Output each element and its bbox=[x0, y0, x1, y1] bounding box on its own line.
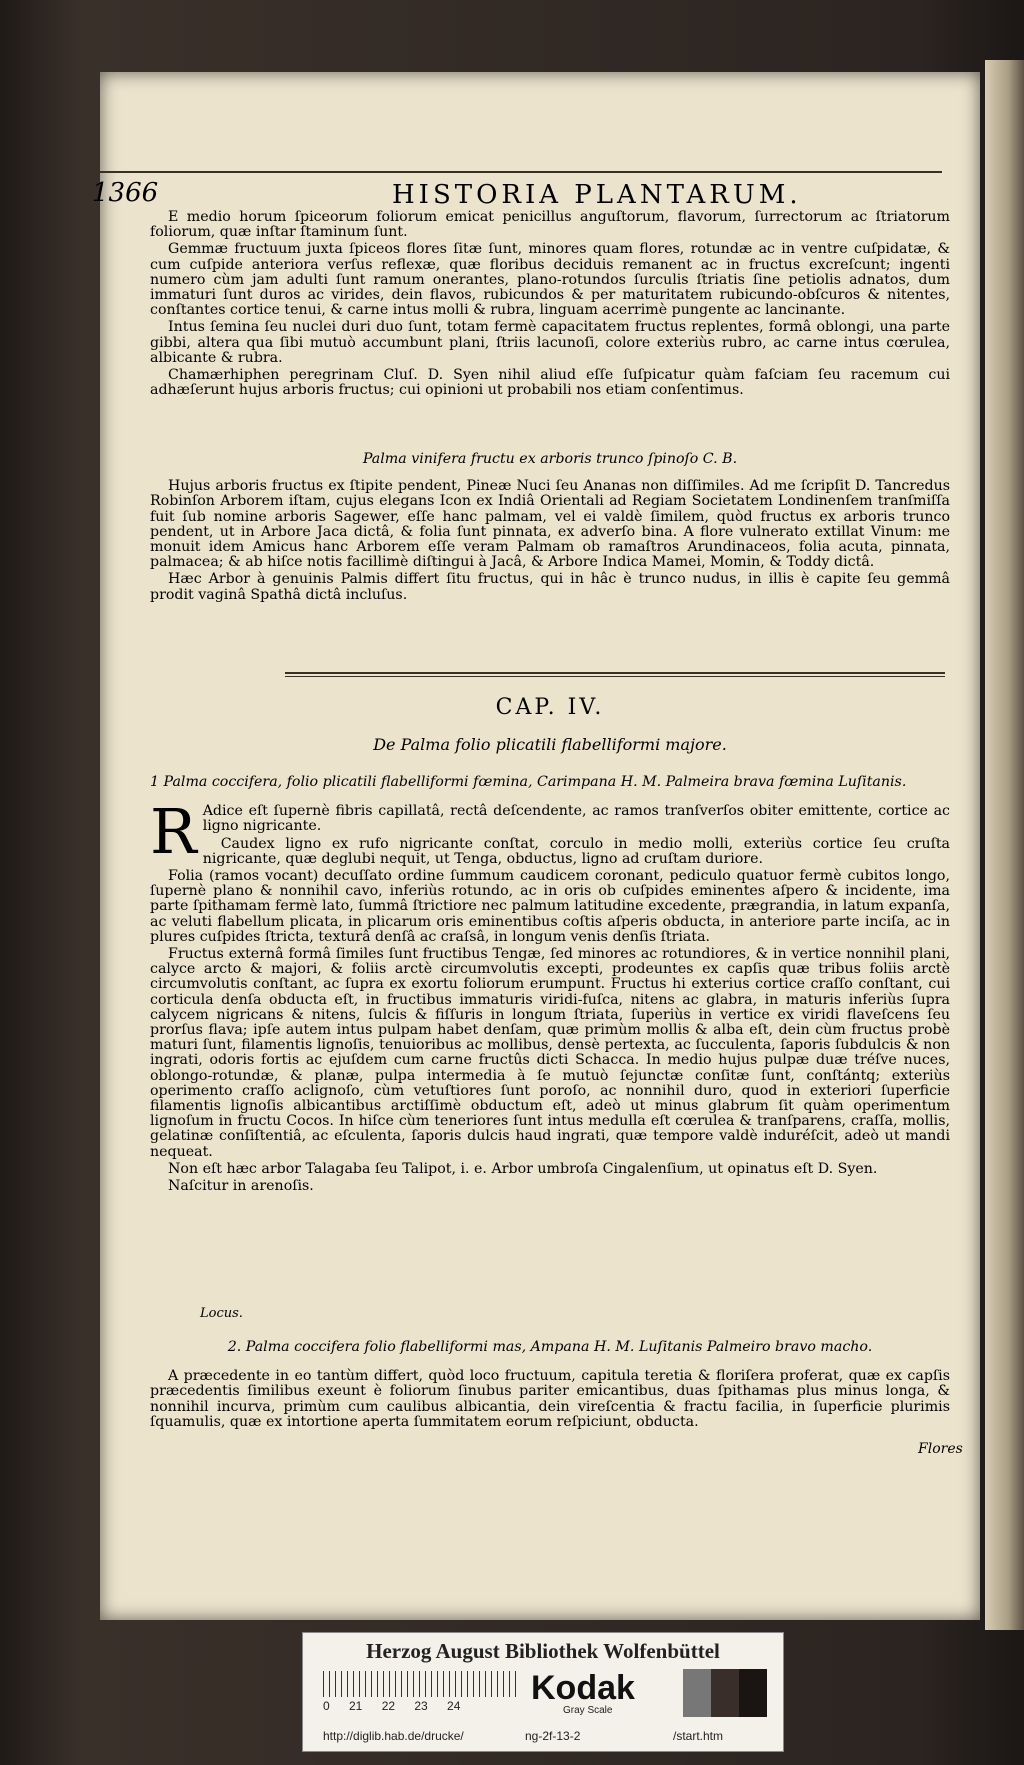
running-title: HISTORIA PLANTARUM. bbox=[392, 180, 802, 210]
entry2 bbox=[150, 1340, 950, 1432]
paragraph: Intus ſemina ſeu nuclei duri duo ſunt, totam fermè capacitatem fructus replentes, formâ oblongi, una parte gibbi, altera qua ſibi mutuò accumbunt plani, ſtriis lacunoſi, colore exteriùs rubro, ac carne intus cœrulea, albicante & rubra. bbox=[150, 319, 950, 366]
ruler bbox=[323, 1671, 518, 1697]
paragraph: Adice eſt ſupernè fibris capillatâ, rectâ deſcendente, ac ramos tranſverſos obiter emittente, cortice ac ligno nigricante. bbox=[202, 803, 950, 835]
paragraph: A præcedente in eo tantùm differt, quòd loco fructuum, capitula teretia & floriſera proferat, quæ ex capſis præcedentis ſimilibus exeunt è foliorum ſinubus pariter emicantibus, duas ſpithamas plus minus longa, & nonnihil incurva, primùm cum caulibus albicantia, dein vireſcentia & fractu facilia, in ſuperficie plurimis ſquamulis, quæ ex intortione aperta ſummitatem eorum reſpiciunt, obducta. bbox=[150, 1368, 950, 1430]
chapter-title: CAP. IV. bbox=[495, 695, 605, 720]
color-target-card bbox=[302, 1632, 784, 1752]
shelf-signature: ng-2f-13-2 bbox=[525, 1729, 581, 1743]
paragraph: Hujus arboris fructus ex ſtipite pendent, Pineæ Nuci ſeu Ananas non diſſimiles. Ad me ſcripſit D. Tancredus Robinſon Arborem iſtam, cujus elegans Icon ex Indiâ Orientali ad Regiam Societatem Londinenſem tranſmiſſa fuit ſub nomine arboris Sagewer, eſſe hanc palmam, vel ei valdè ſimilem, quòd fructus ex arboris trunco pendent, ut in Arbore Jaca dictâ, & folia ſunt pinnata, ex adverſo bina. A flore vulnerato extillat Vinum: me monuit idem Amicus hanc Arborem eſſe veram Palmam ob ramaſtros Arundinaceos, folia acuta, pinnata, palmacea; & ab hiſce notis facillimè diſtingui à Jacâ, & Arbore Indica Mamei, Momin, & Toddy dictâ. bbox=[150, 478, 950, 571]
paragraph: Hæc Arbor à genuinis Palmis differt ſitu fructus, qui in hâc è trunco nudus, in illis è capite ſeu gemmâ prodit vaginâ Spathâ dictâ incluſus. bbox=[150, 571, 950, 603]
paragraph: Folia (ramos vocant) decuſſato ordine ſummum caudicem coronant, pediculo quatuor fermè cubitos longo, ſupernè plano & nonnihil cavo, inferiùs rotundo, ac in oris ob cuſpides eminentes aſpero & incidente, ima parte ſpithamam fermè lato, ſummâ ſtrictiore nec palmum latitudine excedente, prægrandia, in latum expanſa, ac veluti flabellum plicata, in plicarum oris eminentibus coſtis aſperis obducta, in anteriore parte inciſa, ac in plures cuſpides ſtricta, texturâ denſâ ac craſsâ, in longum venis denſis ſtriata. bbox=[150, 868, 950, 945]
section1 bbox=[150, 452, 950, 605]
kodak-logo: Kodak bbox=[531, 1669, 635, 1707]
section-rule-thin bbox=[285, 676, 945, 677]
paragraph: Chamærhiphen peregrinam Cluſ. D. Syen nihil aliud eſſe ſuſpicatur quàm faſciam ſeu racemum cui adhæſerunt hujus arboris fructus; cui opinioni ut probabili nos etiam conſentimus. bbox=[150, 367, 950, 399]
gray-patch bbox=[711, 1669, 739, 1717]
section-heading: Palma vinifera fructu ex arboris trunco ſpinoſo C. B. bbox=[362, 451, 738, 467]
facing-page-edge bbox=[985, 60, 1024, 1630]
gray-patch bbox=[739, 1669, 767, 1717]
paragraph: Gemmæ fructuum juxta ſpiceos flores ſitæ ſunt, minores quam flores, rotundæ ac in ventre cuſpidatæ, & cum cuſpide anteriora verſus reflexæ, quæ floribus deciduis remanent ac in fructus excreſcunt; ingenti numero cùm jam adulti ſunt ramum onerantes, plano-rotundos ſurculis ſtriatis ſine petiolis adnatos, dum immaturi ſunt duros ac virides, dein flavos, rubicundos & per maturitatem rubicundo-obſcuros & nitentes, conſtantes cortice tenui, & carne intus molli & rubra, linguam acerrimè pungente ac lancinante. bbox=[150, 241, 950, 319]
gray-patch bbox=[683, 1669, 711, 1717]
chapter-subtitle: De Palma folio plicatili flabelliformi majore. bbox=[373, 735, 727, 754]
paragraph: Non eſt hæc arbor Talagaba ſeu Talipot, i. e. Arbor umbroſa Cingalenſium, ut opinatus eſt D. Syen. bbox=[168, 1160, 878, 1177]
ruler-numbers: 0 21 22 23 24 bbox=[323, 1699, 461, 1713]
entry-heading: 1 Palma coccifera, folio plicatili flabelliformi fœmina, Carimpana H. M. Palmeira brava fœmina Luſitanis. bbox=[150, 774, 907, 790]
entry-heading: 2. Palma coccifera folio flabelliformi mas, Ampana H. M. Luſitanis Palmeiro bravo macho. bbox=[227, 1339, 873, 1355]
paragraph: E medio horum ſpiceorum foliorum emicat penicillus anguſtorum, flavorum, ſurrectorum ac ſtriatorum foliorum, quæ inſtar ſtaminum ſunt. bbox=[150, 209, 950, 241]
top-text-block bbox=[150, 210, 950, 400]
drop-capital: R bbox=[150, 795, 197, 869]
library-name: Herzog August Bibliothek Wolfenbüttel bbox=[366, 1639, 720, 1663]
paragraph: Caudex ligno ex rufo nigricante conſtat, corculo in medio molli, exteriùs cortice ſeu cruſta nigricante, quæ deglubi nequit, ut Tenga, obductus, ligno ad cruſtam duriore. bbox=[202, 835, 950, 867]
paragraph: Naſcitur in arenoſis. bbox=[168, 1178, 314, 1195]
start-path: /start.htm bbox=[673, 1729, 724, 1743]
header-rule bbox=[92, 171, 942, 173]
entry1 bbox=[150, 775, 950, 1196]
page-header bbox=[92, 178, 942, 208]
entry1-body bbox=[150, 795, 950, 1195]
section-rule bbox=[285, 672, 945, 674]
paragraph: Fructus externâ formâ ſimiles ſunt fructibus Tengæ, ſed minores ac rotundiores, & in vertice nonnihil plani, calyce arcto & majori, & foliis arctè circumvolutis excepti, prodeuntes ex capſis quæ tribus foliis arctè circumvolutis conſtant, ac ſupra ex exortu foliorum erumpunt. Fructus hi exterius cortice craſſo conſtant, cui corticula denſa obducta eſt, in fructibus immaturis viridi-fuſca, nitens ac glabra, in maturis inferiùs ſupra calycem nigricans & nitens, ſulcis & fiſſuris in longum ſtriata, ſuperiùs in vertice ex viridi flaveſcens ſeu prorſus flava; ipſe autem intus pulpam habet denſam, quæ primùm mollis & alba eſt, dein cùm fructus probè maturi ſunt, filamentis lignoſis, tenuioribus ac mollibus, densè pertexta, ac ſucculenta, ſaporis ſubdulcis & non ingrati, odoris fortis ac ejuſdem cum carne fructûs dicti Schacca. In medio hujus pulpæ duæ tréſve nuces, oblongo-rotundæ, & planæ, pulpa intermedia à ſe mutuò ſejunctæ conſitæ ſunt, conſtántq; exteriùs operimento craſſo aclignoſo, cùm vetuſtiores ſunt poroſo, ac nonnihil duro, quod in exteriori ſuperficie filamentis lignoſis albicantibus arctiſſimè obductum eſt, adeò ut minus glabrum ſit quàm operimentum lignoſum in fructu Cocos. In hiſce cùm teneriores ſunt intus medulla eſt cœrulea & tranſparens, craſſa, mollis, gelatinæ conſiſtentiâ, ac eſculenta, ſaporis dulcis haud ingrati, quæ tempore valdè induréſcit, adeò ut mandi nequeat. bbox=[150, 946, 950, 1160]
catchword: Flores bbox=[918, 1441, 963, 1457]
gray-scale-label: Gray Scale bbox=[563, 1705, 613, 1716]
source-url: http://diglib.hab.de/drucke/ bbox=[323, 1729, 464, 1743]
page-number: 1366 bbox=[92, 178, 159, 208]
margin-note: Locus. bbox=[200, 1306, 243, 1321]
